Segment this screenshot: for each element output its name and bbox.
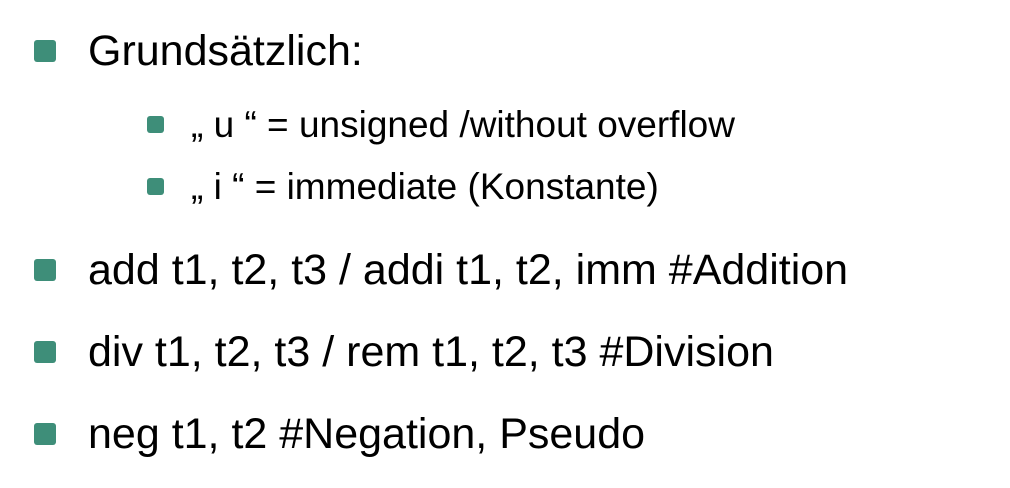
bullet-text: add t1, t2, t3 / addi t1, t2, imm #Addition [88,246,849,294]
sub-bullet-text: „ u “ = unsigned /without overflow [191,104,735,145]
square-bullet-icon [34,259,56,281]
sub-bullet-text: „ i “ = immediate (Konstante) [191,166,659,207]
square-bullet-icon [34,40,56,62]
bullet-text: div t1, t2, t3 / rem t1, t2, t3 #Division [88,328,774,376]
bullet-text: Grundsätzlich: [88,27,363,75]
square-bullet-icon [34,341,56,363]
square-bullet-icon [34,423,56,445]
square-bullet-icon [147,116,164,133]
square-bullet-icon [147,178,164,195]
bullet-text: neg t1, t2 #Negation, Pseudo [88,410,646,458]
